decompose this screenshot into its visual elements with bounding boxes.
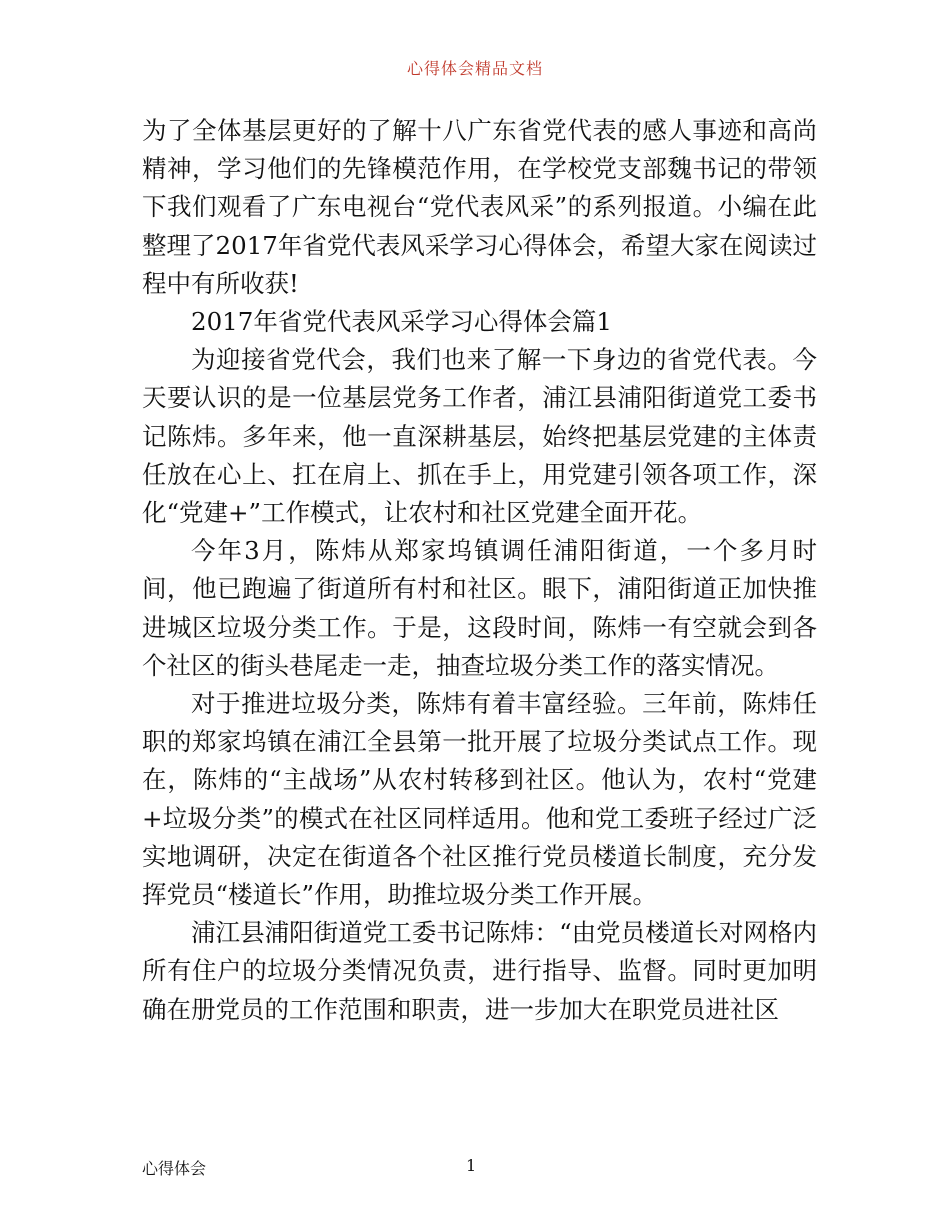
page-number: 1 xyxy=(466,1156,477,1175)
document-header-title: 心得体会精品文档 xyxy=(406,59,543,78)
body-paragraph: 今年3月，陈炜从郑家坞镇调任浦阳街道，一个多月时间，他已跑遍了街道所有村和社区。眼下，浦阳街道正加快推进城区垃圾分类工作。于是，这段时间，陈炜一有空就会到各个社区的街头巷尾走一走，抽查垃圾分类工作的落实情况。 xyxy=(142,536,817,680)
document-body xyxy=(142,112,817,1029)
body-paragraph: 为迎接省党代会，我们也来了解一下身边的省党代表。今天要认识的是一位基层党务工作者，浦江县浦阳街道党工委书记陈炜。多年来，他一直深耕基层，始终把基层党建的主体责任放在心上、扛在肩上、抓在手上，用党建引领各项工作，深化“党建+”工作模式，让农村和社区党建全面开花。 xyxy=(142,345,817,528)
section-heading: 2017年省党代表风采学习心得体会篇1 xyxy=(191,307,612,337)
intro-paragraph: 为了全体基层更好的了解十八广东省党代表的感人事迹和高尚精神，学习他们的先锋模范作用，在学校党支部魏书记的带领下我们观看了广东电视台“党代表风采”的系列报道。小编在此整理了2017年省党代表风采学习心得体会，希望大家在阅读过程中有所收获! xyxy=(142,116,817,298)
footer-label: 心得体会 xyxy=(142,1159,207,1178)
body-paragraph: 浦江县浦阳街道党工委书记陈炜：“由党员楼道长对网格内所有住户的垃圾分类情况负责，进行指导、监督。同时更加明确在册党员的工作范围和职责，进一步加大在职党员进社区 xyxy=(142,918,817,1024)
body-paragraph: 对于推进垃圾分类，陈炜有着丰富经验。三年前，陈炜任职的郑家坞镇在浦江全县第一批开展了垃圾分类试点工作。现在，陈炜的“主战场”从农村转移到社区。他认为，农村“党建+垃圾分类”的模式在社区同样适用。他和党工委班子经过广泛实地调研，决定在街道各个社区推行党员楼道长制度，充分发挥党员“楼道长”作用，助推垃圾分类工作开展。 xyxy=(142,689,817,910)
